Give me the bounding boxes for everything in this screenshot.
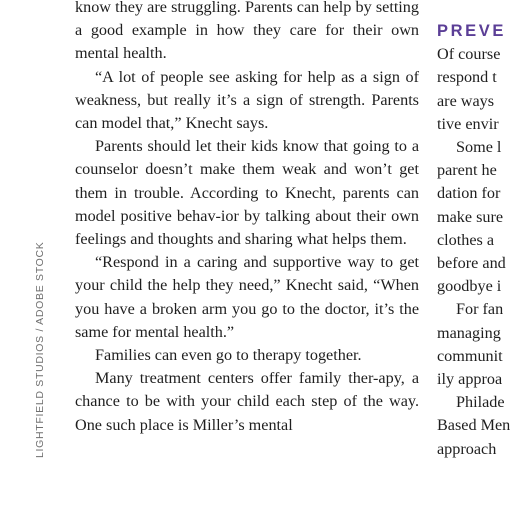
- paragraph-2: “A lot of people see asking for help as a sign of weakness, but really it’s a sign of strength. Parents can model that,” Knecht says.: [75, 67, 419, 133]
- right-column-line: clothes a: [437, 230, 495, 249]
- section-heading: PREVE: [437, 22, 506, 40]
- right-column-line: communit: [437, 346, 503, 365]
- right-column-line: make sure: [437, 207, 504, 226]
- right-column-line: approach: [437, 439, 497, 458]
- photo-credit: LIGHTFIELD STUDIOS / ADOBE STOCK: [34, 241, 46, 458]
- right-column-line: ily approa: [437, 370, 503, 389]
- paragraph-3: Parents should let their kids know that going to a counselor doesn’t make them weak and won’t get them in trouble. According to Knecht, parents can model positive behav-ior by talking about their own feelings and thoughts and sharing what helps them.: [75, 137, 419, 249]
- paragraph-4: “Respond in a caring and supportive way to get your child the help they need,” Knecht said, “When you have a broken arm you go to the doctor, it’s the same for mental health.”: [75, 253, 419, 341]
- right-column-line: Based Men: [437, 416, 511, 435]
- right-column-line: are ways: [437, 91, 495, 110]
- right-column-line: dation for: [437, 184, 501, 203]
- article-left-column: [75, 0, 419, 437]
- right-column-line: tive envir: [437, 114, 499, 133]
- paragraph-6: Many treatment centers offer family ther-apy, a chance to be with your child each step of the way. One such place is Miller’s mental: [75, 369, 419, 434]
- right-column-line: For fan: [456, 300, 504, 319]
- right-column-lines: [437, 43, 512, 461]
- right-column-line: managing: [437, 323, 501, 342]
- article-right-column: [437, 20, 512, 461]
- right-column-line: respond t: [437, 68, 497, 87]
- paragraph-1: know they are struggling. Parents can help by setting a good example in how they care for their own mental health.: [75, 0, 419, 63]
- right-column-line: parent he: [437, 161, 497, 180]
- right-column-line: Philade: [456, 393, 505, 412]
- right-column-line: Some l: [456, 138, 502, 157]
- right-column-line: Of course: [437, 45, 501, 64]
- right-column-line: goodbye i: [437, 277, 502, 296]
- right-column-line: before and: [437, 254, 506, 273]
- paragraph-5: Families can even go to therapy together.: [95, 346, 362, 365]
